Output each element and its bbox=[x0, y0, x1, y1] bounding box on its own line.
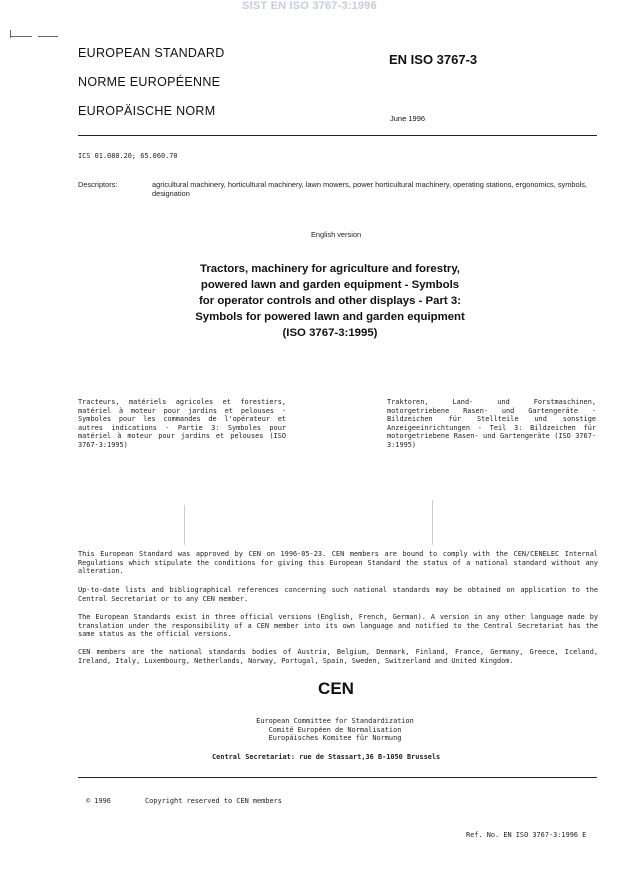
cen-logo-text: CEN bbox=[318, 679, 354, 698]
central-secretariat: Central Secretariat: rue de Stassart,36 B-1050 Brussels bbox=[212, 753, 441, 761]
header-title-de: EUROPÄISCHE NORM bbox=[78, 104, 216, 118]
descriptors-label: Descriptors: bbox=[78, 180, 118, 189]
members-paragraph: CEN members are the national standards bodies of Austria, Belgium, Denmark, Finland, France, Germany, Greece, Iceland, Ireland, Italy, Luxembourg, Netherlands, Norway, Portugal, Spain, Sweden, Switzerland and United Kingdom. bbox=[78, 648, 598, 665]
header-title-en: EUROPEAN STANDARD bbox=[78, 46, 225, 60]
approval-paragraph: This European Standard was approved by CEN on 1996-05-23. CEN members are bound to comply with the CEN/CENELEC Internal Regulations which stipulate the conditions for giving this European Standard the status of a national standard without any alteration. bbox=[78, 550, 598, 576]
title-line: Tractors, machinery for agriculture and forestry, bbox=[200, 263, 460, 275]
document-title bbox=[180, 261, 480, 341]
header-divider bbox=[78, 135, 597, 136]
publication-date: June 1996 bbox=[390, 114, 426, 123]
scan-line bbox=[184, 505, 185, 545]
scan-mark bbox=[38, 36, 58, 37]
footer-divider bbox=[78, 777, 597, 778]
language-version: English version bbox=[310, 230, 362, 239]
copyright-year: © 1996 bbox=[86, 797, 111, 805]
title-line: Symbols for powered lawn and garden equipment bbox=[195, 311, 465, 323]
versions-paragraph: The European Standards exist in three official versions (English, French, German). A version in any other language made by translation under the responsibility of a CEN member into its own language and notified to the Central Secretariat has the same status as the official versions. bbox=[78, 613, 598, 639]
references-paragraph: Up-to-date lists and bibliographical references concerning such national standards may be obtained on application to the Central Secretariat or to any CEN member. bbox=[78, 586, 598, 603]
french-title: Tracteurs, matériels agricoles et forestiers, matériel à moteur pour jardins et pelouses - Symboles pour les commandes de l'opérateur et autres indications - Partie 3: Symboles pour matériel à moteur pour jardins et pelouses (ISO 3767-3:1995) bbox=[78, 398, 286, 449]
reference-number: Ref. No. EN ISO 3767-3:1996 E bbox=[466, 831, 587, 839]
standard-number: EN ISO 3767-3 bbox=[389, 52, 478, 67]
title-line: for operator controls and other displays - Part 3: bbox=[198, 295, 462, 307]
scan-line bbox=[432, 500, 433, 545]
german-title: Traktoren, Land- und Forstmaschinen, motorgetriebene Rasen- und Gartengeräte - Bildzeichen für Stellteile und sonstige Anzeigeeinrichtungen - Teil 3: Bildzeichen für motorgetriebene Rasen- und Gartengeräte (ISO 3767-3:1995) bbox=[387, 398, 596, 449]
committee-names bbox=[200, 717, 470, 743]
watermark: SIST EN ISO 3767-3:1996 bbox=[242, 0, 377, 12]
ics-code: ICS 01.080.20; 65.060.70 bbox=[78, 152, 178, 160]
copyright-text: Copyright reserved to CEN members bbox=[145, 797, 282, 805]
scan-mark bbox=[10, 36, 32, 37]
committee-name-en: European Committee for Standardization bbox=[256, 717, 414, 725]
title-line: (ISO 3767-3:1995) bbox=[282, 327, 378, 339]
committee-name-fr: Comité Européen de Normalisation bbox=[268, 725, 402, 734]
descriptors-text: agricultural machinery, horticultural machinery, lawn mowers, power horticultural machinery, operating stations, ergonomics, symbols, designation bbox=[152, 180, 587, 199]
header-title-fr: NORME EUROPÉENNE bbox=[78, 75, 221, 89]
committee-name-de: Europäisches Komitee für Normung bbox=[268, 734, 402, 743]
title-line: powered lawn and garden equipment - Symbols bbox=[200, 279, 460, 291]
